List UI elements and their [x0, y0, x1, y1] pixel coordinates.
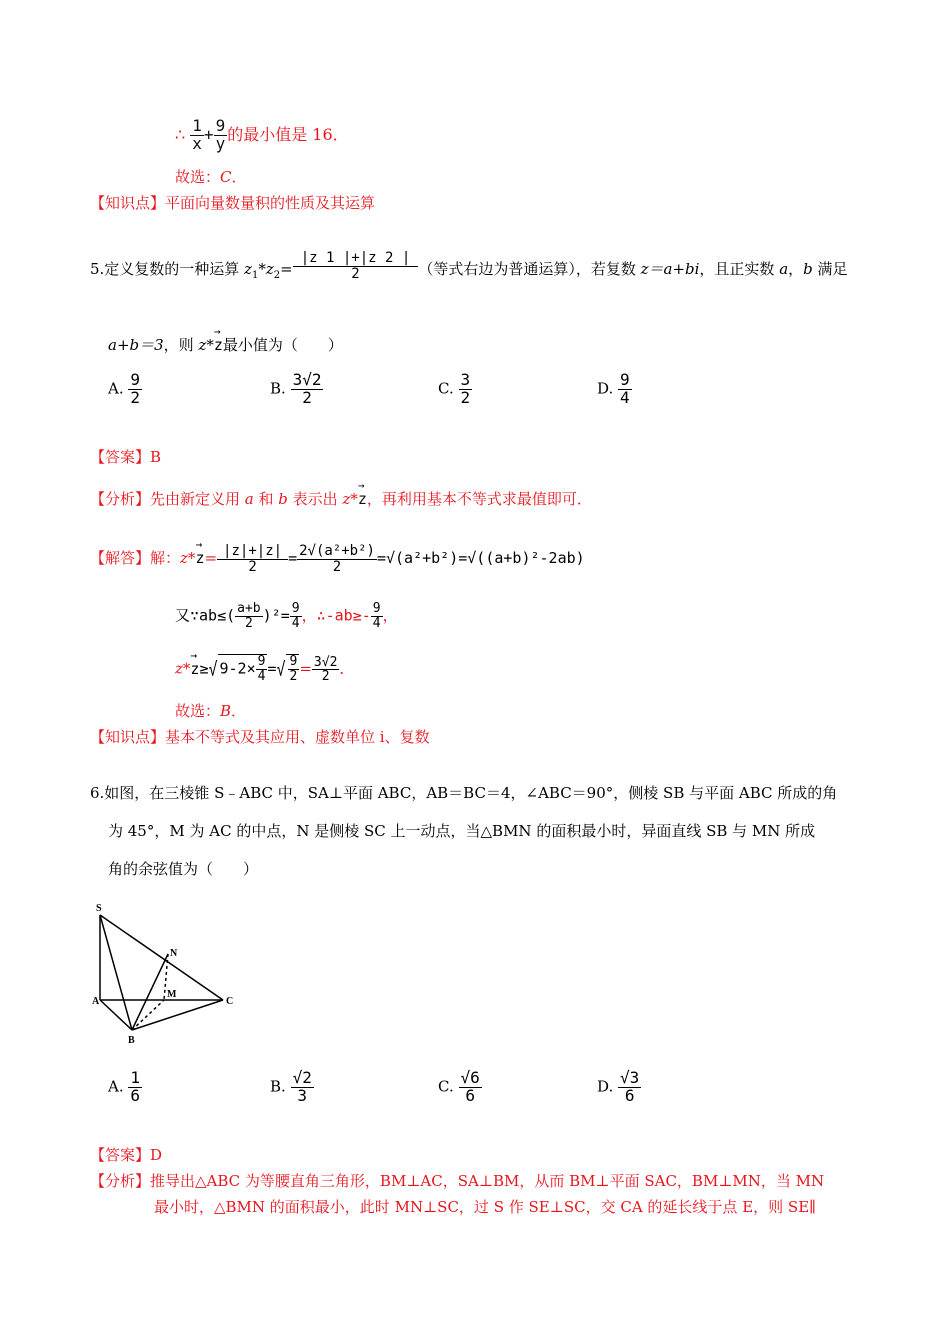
- edge-sb: [100, 915, 132, 1030]
- knowledge-point-2: 【知识点】基本不等式及其应用、虚数单位 i、复数: [90, 728, 430, 746]
- q5-option-b[interactable]: B. $\frac{3√2}{2}$: [270, 370, 322, 407]
- q5-line1: 5.定义复数的一种运算 $z_1*z_2=$ $\frac{|z 1 |+|z 2 |}{2}$ （等式右边为普通运算），若复数 z＝a+bi，且正实数 a，b 满足: [90, 249, 848, 282]
- q5-solution-line1: 【解答】解：z*→ z= $\frac{|z|+|z|}{2}$ = $\frac{\text{2√(a²+b²)}}{2}$ =√(a²+b²)=√((a+b)²-2ab): [90, 544, 585, 574]
- q6-option-c[interactable]: C. $\frac{√6}{6}$: [438, 1068, 480, 1105]
- q5-option-a[interactable]: A. $\frac{9}{2}$: [108, 370, 141, 407]
- therefore-symbol: ∴: [175, 124, 186, 144]
- q5-definition-fraction: $\frac{|z 1 |+|z 2 |}{2}$: [293, 251, 419, 281]
- edge-bc: [132, 1000, 223, 1030]
- label-s: S: [96, 903, 102, 914]
- q5-choose: 故选：B．: [175, 702, 247, 720]
- pyramid-figure: [90, 898, 240, 1048]
- q6-line2: 为 45°，M 为 AC 的中点，N 是侧棱 SC 上一动点，当△BMN 的面积最小时，异面直线 SB 与 MN 所成: [108, 822, 816, 840]
- label-c: C: [226, 996, 234, 1007]
- fraction-1-over-x: $\frac{1}{x}$: [192, 116, 202, 153]
- segment-bn: [132, 954, 168, 1030]
- knowledge-point-1: 【知识点】平面向量数量积的性质及其运算: [90, 194, 376, 212]
- q5-solution-line3: z*→ z≥√ 9-2× $\frac{9}{4}$ =√ $\frac{9}{2}$ = $\frac{3√2}{2}$ ．: [175, 654, 354, 684]
- choose-c: 故选：C．: [175, 168, 247, 186]
- q6-analysis-line1: 【分析】推导出△ABC 为等腰直角三角形，BM⊥AC，SA⊥BM，从而 BM⊥平面 SAC，BM⊥MN，当 MN: [90, 1172, 825, 1190]
- q5-analysis: 【分析】先由新定义用 a 和 b 表示出 z*→ z，再利用基本不等式求最值即可．: [90, 488, 592, 509]
- label-n: N: [170, 948, 178, 959]
- label-a: A: [92, 996, 100, 1007]
- q5-option-d[interactable]: D. $\frac{9}{4}$: [597, 370, 630, 407]
- label-b: B: [128, 1035, 135, 1046]
- z-conjugate: → z: [214, 336, 223, 354]
- therefore-line: ∴ $\frac{1}{x}$ + $\frac{9}{y}$ 的最小值是 16．: [175, 116, 349, 153]
- q6-analysis-line2: 最小时，△BMN 的面积最小，此时 MN⊥SC，过 S 作 SE⊥SC，交 CA 的延长线于点 E，则 SE∥: [154, 1198, 817, 1216]
- q5-line2: a+b＝3，则 z*→ z最小值为（ ）: [108, 334, 343, 355]
- q6-option-d[interactable]: D. $\frac{√3}{6}$: [597, 1068, 640, 1105]
- q6-answer: 【答案】D: [90, 1146, 163, 1164]
- q5-option-c[interactable]: C. $\frac{3}{2}$: [438, 370, 471, 407]
- q6-line1: 6.如图，在三棱锥 S﹣ABC 中，SA⊥平面 ABC，AB＝BC＝4，∠ABC＝90°，侧棱 SB 与平面 ABC 所成的角: [90, 784, 838, 802]
- q6-option-b[interactable]: B. $\frac{√2}{3}$: [270, 1068, 312, 1105]
- edge-sc: [100, 915, 223, 1000]
- q5-solution-line2: 又∵ab≤( $\frac{a+b}{2}$ )²= $\frac{9}{4}$ ，∴-ab≥- $\frac{9}{4}$ ，: [175, 601, 398, 631]
- fraction-9-over-y: $\frac{9}{y}$: [215, 116, 226, 153]
- q6-line3: 角的余弦值为（ ）: [108, 860, 259, 878]
- label-m: M: [167, 989, 177, 1000]
- q6-option-a[interactable]: A. $\frac{1}{6}$: [108, 1068, 141, 1105]
- q5-answer: 【答案】B: [90, 448, 162, 466]
